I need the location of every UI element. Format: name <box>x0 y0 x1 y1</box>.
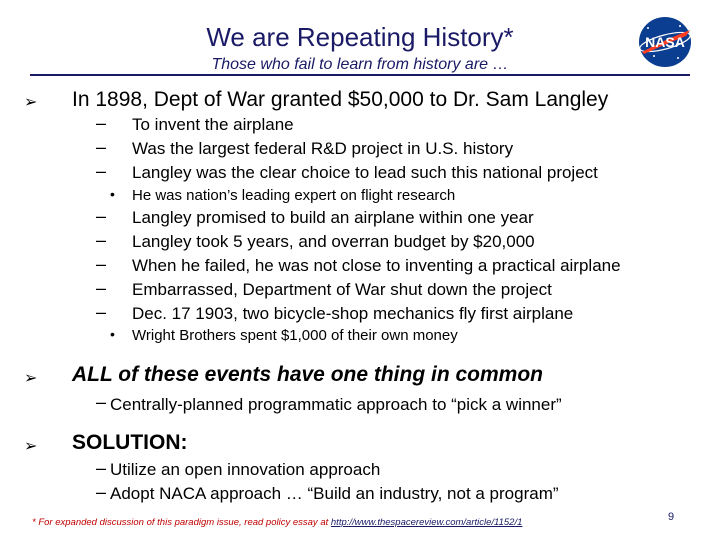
title-divider <box>30 74 690 76</box>
sub-bullet: When he failed, he was not close to inventing a practical airplane <box>132 256 621 275</box>
sub-bullet: Embarrassed, Department of War shut down the project <box>132 280 552 299</box>
sub-bullet: Centrally-planned programmatic approach to “pick a winner” <box>110 395 562 414</box>
slide-subtitle: Those who fail to learn from history are … <box>211 56 509 73</box>
dash-icon: – <box>96 137 107 157</box>
dot-bullet-icon: • <box>110 186 115 202</box>
dash-icon: – <box>96 482 107 502</box>
nasa-logo-icon <box>634 14 696 70</box>
dash-icon: – <box>96 392 107 412</box>
sub-bullet: Adopt NACA approach … “Build an industry, not a program” <box>110 484 559 503</box>
sub-bullet: Utilize an open innovation approach <box>110 460 381 479</box>
dash-icon: – <box>96 230 107 250</box>
dash-icon: – <box>96 113 107 133</box>
nasa-logo-text: NASA <box>645 34 685 50</box>
footnote <box>32 517 522 528</box>
sub-bullet: Langley promised to build an airplane within one year <box>132 208 534 227</box>
dash-icon: – <box>96 206 107 226</box>
sub-sub-bullet: Wright Brothers spent $1,000 of their own money <box>132 327 458 344</box>
dash-icon: – <box>96 161 107 181</box>
sub-sub-bullet: He was nation’s leading expert on flight research <box>132 187 456 204</box>
arrow-bullet-icon: ➢ <box>24 370 38 387</box>
bullet-main-3: SOLUTION: <box>72 431 188 454</box>
footnote-text: * For expanded discussion of this paradigm issue, read policy essay at <box>32 517 329 528</box>
sub-bullet: Langley took 5 years, and overran budget by $20,000 <box>132 232 535 251</box>
dash-icon: – <box>96 458 107 478</box>
sub-bullet: Langley was the clear choice to lead such this national project <box>132 163 598 182</box>
dash-icon: – <box>96 278 107 298</box>
sub-bullet: Dec. 17 1903, two bicycle-shop mechanics fly first airplane <box>132 304 574 323</box>
arrow-bullet-icon: ➢ <box>24 94 38 111</box>
dot-bullet-icon: • <box>110 326 115 342</box>
slide-title: We are Repeating History* <box>206 22 514 52</box>
footnote-link[interactable]: http://www.thespacereview.com/article/1152/1 <box>330 517 523 528</box>
sub-bullet: To invent the airplane <box>132 115 294 134</box>
bullet-main-1: In 1898, Dept of War granted $50,000 to Dr. Sam Langley <box>72 88 609 111</box>
arrow-bullet-icon: ➢ <box>24 438 38 455</box>
bullet-main-2: ALL of these events have one thing in common <box>72 363 544 386</box>
dash-icon: – <box>96 254 107 274</box>
dash-icon: – <box>96 302 107 322</box>
sub-bullet: Was the largest federal R&D project in U.S. history <box>132 139 514 158</box>
page-number: 9 <box>668 511 675 523</box>
